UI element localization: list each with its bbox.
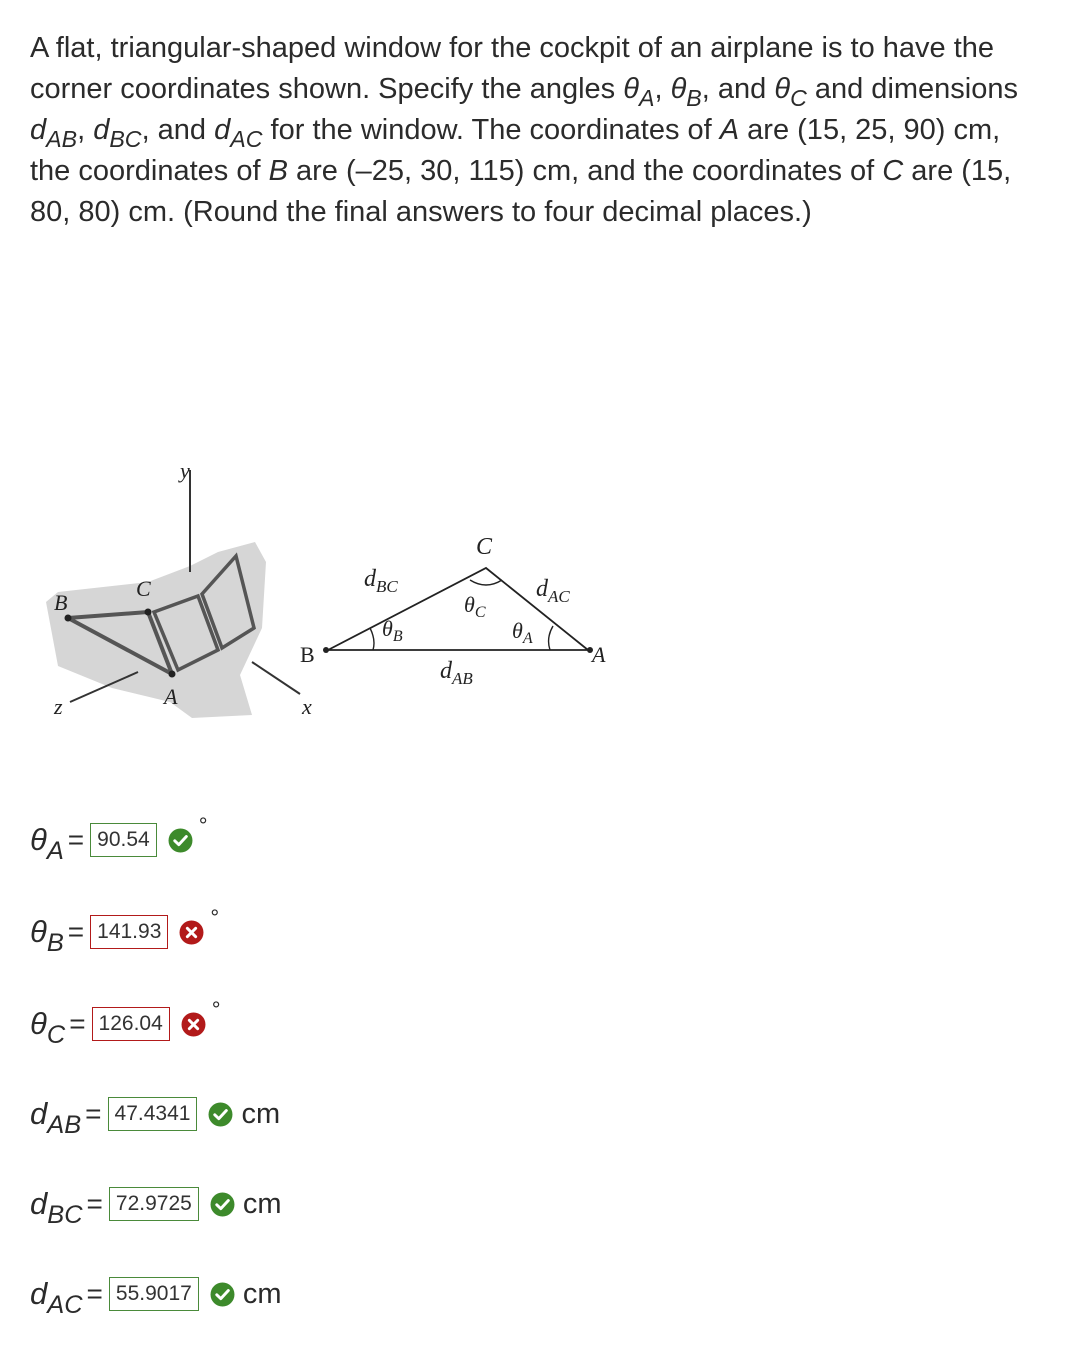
point-B-dot [65, 615, 72, 622]
answer-row-d-AB [30, 1096, 281, 1139]
label-vertex-C: C [476, 534, 493, 560]
label-point-A: A [164, 684, 178, 709]
answer-row-theta-B [30, 905, 220, 957]
point-C-dot [145, 609, 152, 616]
answer-input-d-AB[interactable]: 47.4341 [108, 1097, 198, 1131]
equals-sign: = [67, 824, 85, 855]
equals-sign: = [86, 1188, 103, 1219]
answer-row-d-AC [30, 1276, 282, 1319]
check-circle-icon [208, 1102, 233, 1127]
triangle-diagram [300, 534, 606, 688]
label-x-axis: x [302, 694, 312, 719]
label-point-B: B [54, 590, 68, 615]
unit-label: ° [198, 813, 208, 838]
answer-input-theta-A[interactable]: 90.54 [90, 823, 157, 857]
x-circle-icon [181, 1012, 206, 1037]
label-dBC: $d_{BC}$ [364, 566, 398, 596]
angle-B-arc [370, 628, 374, 650]
cockpit-window-figure [30, 450, 620, 730]
label-z-axis: z [54, 694, 63, 719]
equals-sign: = [69, 1008, 86, 1039]
unit-label: cm [242, 1187, 282, 1220]
answer-symbol: $\theta_B$ [30, 914, 64, 957]
unit-label: ° [211, 997, 221, 1022]
label-thetaC: $\theta_C$ [464, 592, 486, 621]
answer-symbol: $\theta_C$ [30, 1006, 66, 1049]
check-circle-icon [168, 828, 193, 853]
label-dAB: $d_{AB}$ [440, 658, 473, 688]
answer-row-theta-C [30, 997, 221, 1049]
label-dAC: $d_{AC}$ [536, 576, 570, 606]
answer-symbol: $d_{AC}$ [30, 1276, 83, 1319]
equals-sign: = [86, 1278, 103, 1309]
check-circle-icon [210, 1282, 235, 1307]
label-vertex-B: B [300, 642, 315, 667]
answer-row-d-BC [30, 1186, 282, 1229]
unit-label: cm [241, 1097, 281, 1130]
equals-sign: = [67, 916, 85, 947]
unit-label: ° [210, 905, 220, 930]
answer-input-d-AC[interactable]: 55.9017 [109, 1277, 199, 1311]
answer-input-theta-C[interactable]: 126.04 [92, 1007, 170, 1041]
cockpit-3d-sketch [46, 458, 312, 719]
label-point-C: C [136, 576, 151, 601]
x-axis-line [252, 662, 300, 694]
label-thetaB: $\theta_B$ [382, 616, 403, 645]
answer-input-theta-B[interactable]: 141.93 [90, 915, 168, 949]
answer-input-d-BC[interactable]: 72.9725 [109, 1187, 199, 1221]
label-y-axis: y [180, 458, 190, 483]
angle-C-arc [470, 580, 502, 585]
vertex-B-dot [323, 647, 329, 653]
answer-symbol: $d_{BC}$ [30, 1186, 83, 1229]
label-vertex-A: A [592, 642, 606, 667]
problem-statement: A flat, triangular-shaped window for the cockpit of an airplane is to have the corner coordinates shown. Specify the angles $\theta_A$, $\theta_B$, and $\theta_C$ and dimensions $d_{AB}$, $d_{BC}$, and $d_{AC}$ for the window. The coordinates of A are (15, 25, 90) cm, the coordinates of B are (–25, 30, 115) cm, and the coordinates of C are (15, 80, 80) cm. (Round the final answers to four decimal places.) [30, 32, 1018, 228]
check-circle-icon [210, 1192, 235, 1217]
equals-sign: = [85, 1098, 102, 1129]
unit-label: cm [242, 1277, 282, 1310]
answer-symbol: $\theta_A$ [30, 822, 64, 865]
x-circle-icon [179, 920, 204, 945]
answer-row-theta-A [30, 813, 208, 865]
point-A-dot [169, 671, 176, 678]
label-thetaA: $\theta_A$ [512, 618, 533, 647]
answer-symbol: $d_{AB}$ [30, 1096, 82, 1139]
angle-A-arc [549, 626, 553, 650]
